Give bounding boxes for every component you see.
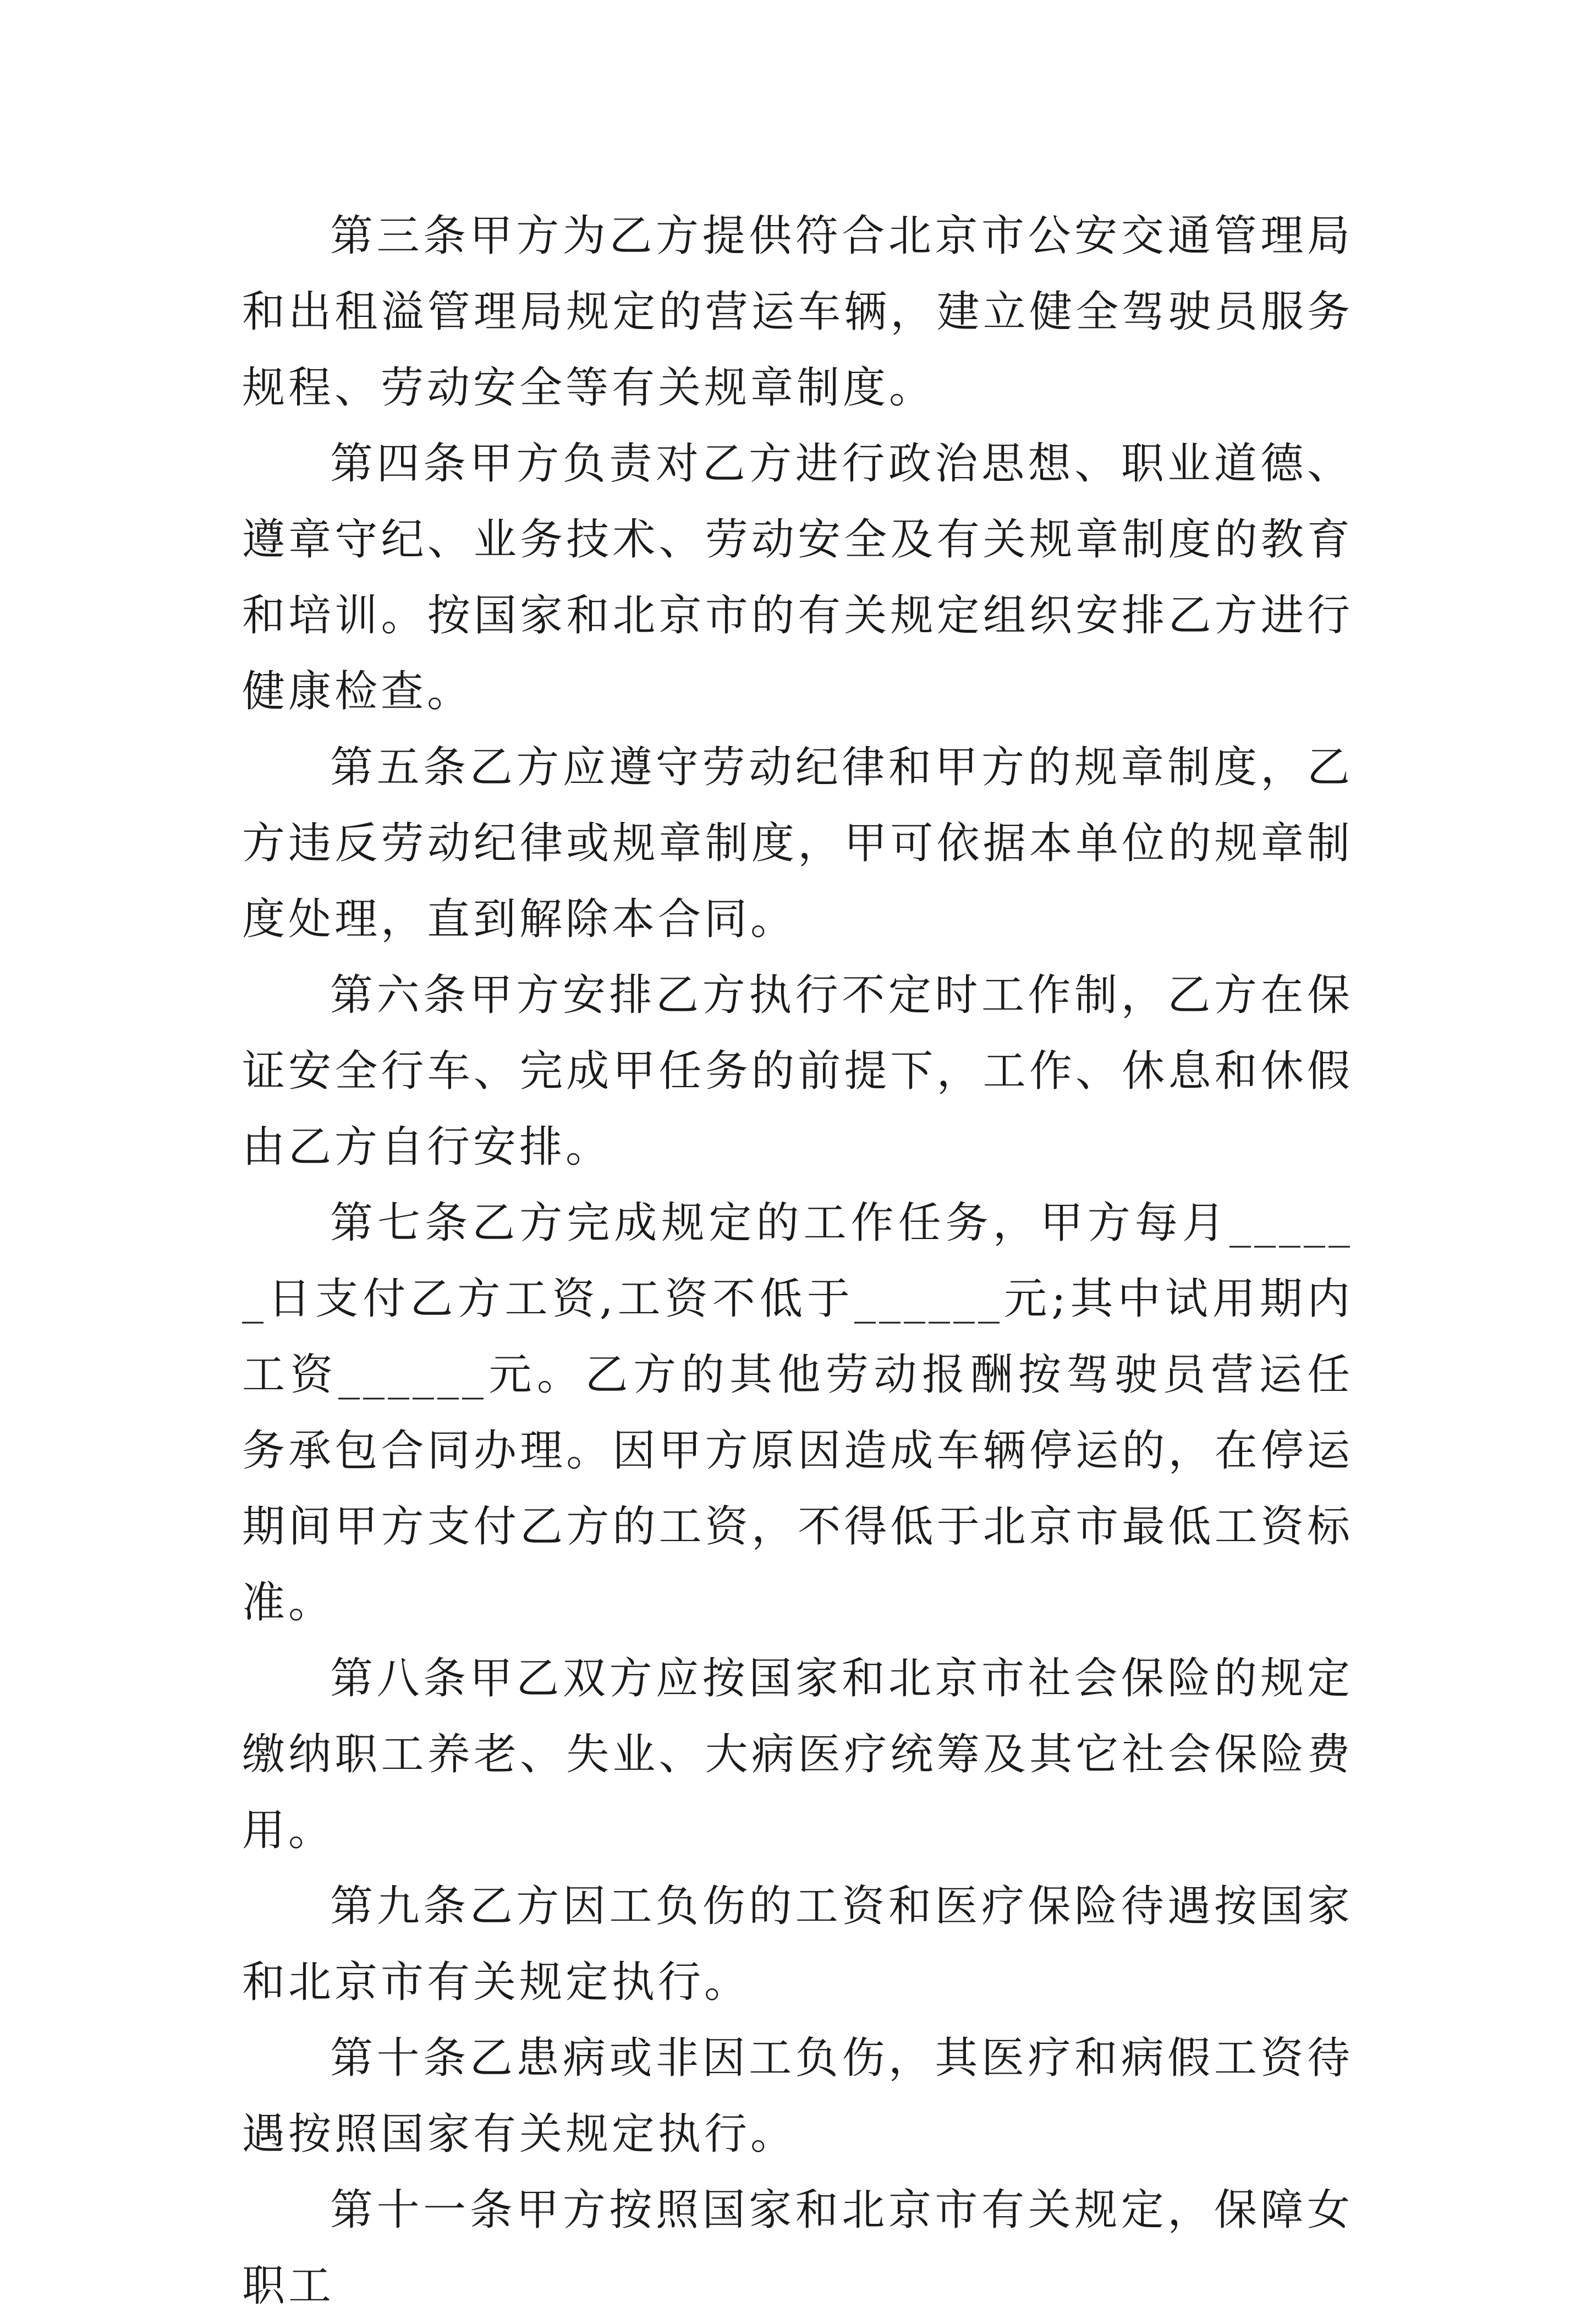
document-body [242, 198, 1353, 2324]
article-11-paragraph: 第十一条甲方按照国家和北京市有关规定，保障女职工 [242, 2185, 1353, 2311]
article-3-paragraph: 第三条甲方为乙方提供符合北京市公安交通管理局和出租溢管理局规定的营运车辆，建立健全驾驶员服务规程、劳动安全等有关规章制度。 [242, 211, 1353, 413]
article-7-paragraph: 第七条乙方完成规定的工作任务，甲方每月______日支付乙方工资,工资不低于______元;其中试用期内工资______元。乙方的其他劳动报酬按驾驶员营运任务承包合同办理。因甲方原因造成车辆停运的，在停运期间甲方支付乙方的工资，不得低于北京市最低工资标准。 [242, 1198, 1353, 1627]
article-8-paragraph: 第八条甲乙双方应按国家和北京市社会保险的规定缴纳职工养老、失业、大病医疗统筹及其它社会保险费用。 [242, 1654, 1353, 1855]
article-9-paragraph: 第九条乙方因工负伤的工资和医疗保险待遇按国家和北京市有关规定执行。 [242, 1882, 1353, 2007]
article-4-paragraph: 第四条甲方负责对乙方进行政治思想、职业道德、遵章守纪、业务技术、劳动安全及有关规章制度的教育和培训。按国家和北京市的有关规定组织安排乙方进行健康检查。 [242, 439, 1353, 716]
article-5-paragraph: 第五条乙方应遵守劳动纪律和甲方的规章制度，乙方违反劳动纪律或规章制度，甲可依据本单位的规章制度处理，直到解除本合同。 [242, 743, 1353, 944]
article-10-paragraph: 第十条乙患病或非因工负伤，其医疗和病假工资待遇按照国家有关规定执行。 [242, 2034, 1353, 2159]
article-6-paragraph: 第六条甲方安排乙方执行不定时工作制，乙方在保证安全行车、完成甲任务的前提下，工作、休息和休假由乙方自行安排。 [242, 971, 1353, 1172]
